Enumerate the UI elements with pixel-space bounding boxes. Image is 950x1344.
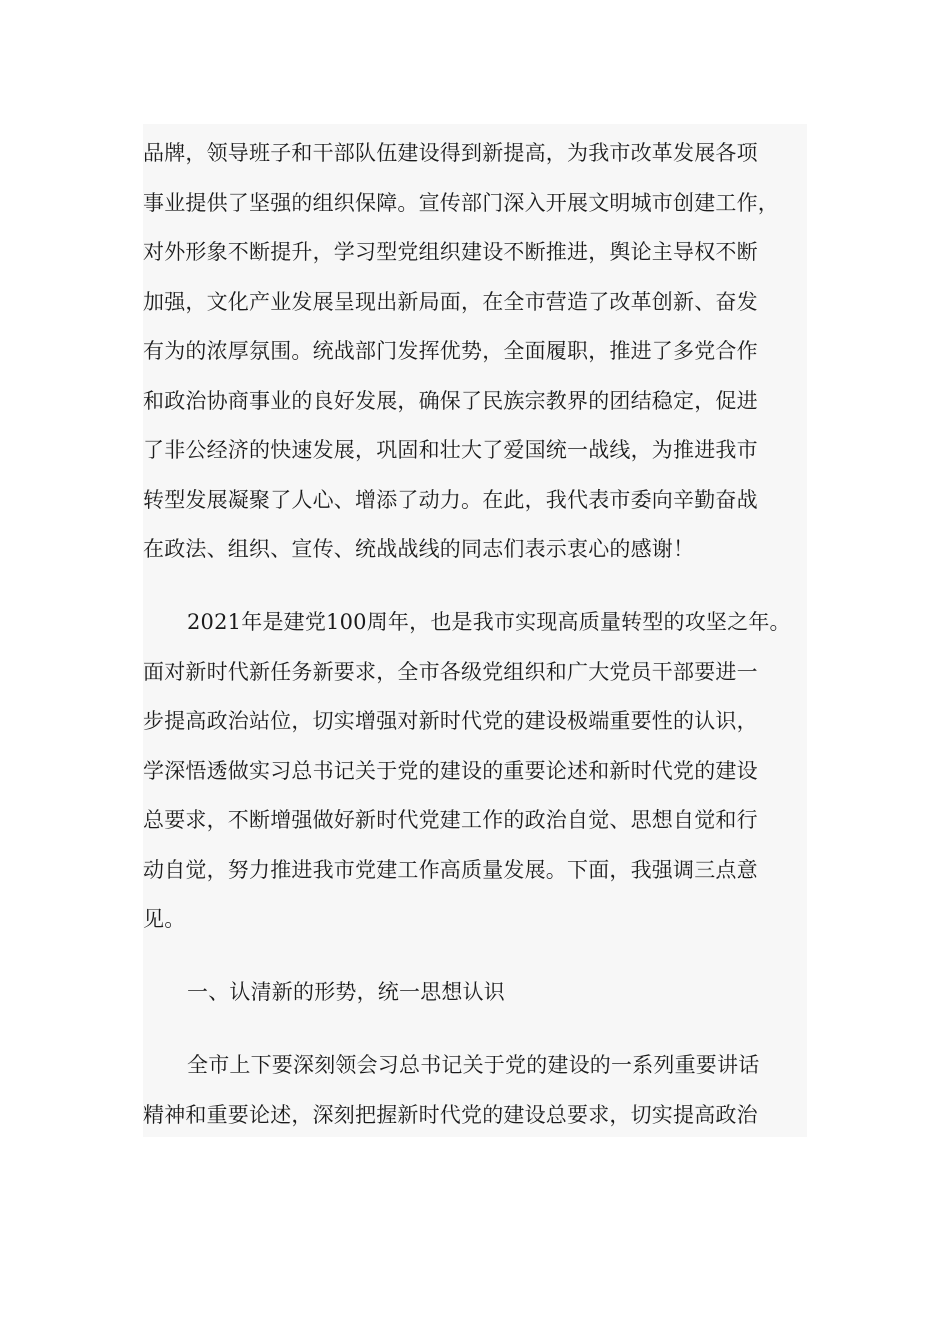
paragraph-2-line-6: 动自觉，努力推进我市党建工作高质量发展。下面，我强调三点意 xyxy=(143,858,758,882)
paragraph-1-line-7: 了非公经济的快速发展，巩固和壮大了爱国统一战线，为推进我市 xyxy=(143,438,758,462)
paragraph-2-line-4: 学深悟透做实习总书记关于党的建设的重要论述和新时代党的建设 xyxy=(143,759,758,783)
paragraph-2-line-7: 见。 xyxy=(143,907,186,931)
paragraph-1-line-2: 事业提供了坚强的组织保障。宣传部门深入开展文明城市创建工作， xyxy=(143,191,779,215)
paragraph-1-line-1: 品牌，领导班子和干部队伍建设得到新提高，为我市改革发展各项 xyxy=(143,141,758,165)
paragraph-1-line-9: 在政法、组织、宣传、统战战线的同志们表示衷心的感谢！ xyxy=(143,537,695,561)
paragraph-1-line-5: 有为的浓厚氛围。统战部门发挥优势，全面履职，推进了多党合作 xyxy=(143,339,758,363)
paragraph-1-line-4: 加强，文化产业发展呈现出新局面，在全市营造了改革创新、奋发 xyxy=(143,290,758,314)
section-heading-1: 一、认清新的形势，统一思想认识 xyxy=(187,980,505,1004)
paragraph-3-line-1: 全市上下要深刻领会习总书记关于党的建设的一系列重要讲话 xyxy=(187,1053,760,1077)
paragraph-2-line-2: 面对新时代新任务新要求，全市各级党组织和广大党员干部要进一 xyxy=(143,660,758,684)
paragraph-1-line-3: 对外形象不断提升，学习型党组织建设不断推进，舆论主导权不断 xyxy=(143,240,758,264)
document-text-block xyxy=(143,124,807,1137)
paragraph-2-line-5: 总要求，不断增强做好新时代党建工作的政治自觉、思想自觉和行 xyxy=(143,808,758,832)
paragraph-2-line-3: 步提高政治站位，切实增强对新时代党的建设极端重要性的认识， xyxy=(143,709,758,733)
paragraph-1-line-8: 转型发展凝聚了人心、增添了动力。在此，我代表市委向辛勤奋战 xyxy=(143,488,758,512)
paragraph-1-line-6: 和政治协商事业的良好发展，确保了民族宗教界的团结稳定，促进 xyxy=(143,389,758,413)
paragraph-3-line-2: 精神和重要论述，深刻把握新时代党的建设总要求，切实提高政治 xyxy=(143,1103,758,1127)
paragraph-2-line-1: 2021年是建党100周年，也是我市实现高质量转型的攻坚之年。 xyxy=(187,610,791,634)
